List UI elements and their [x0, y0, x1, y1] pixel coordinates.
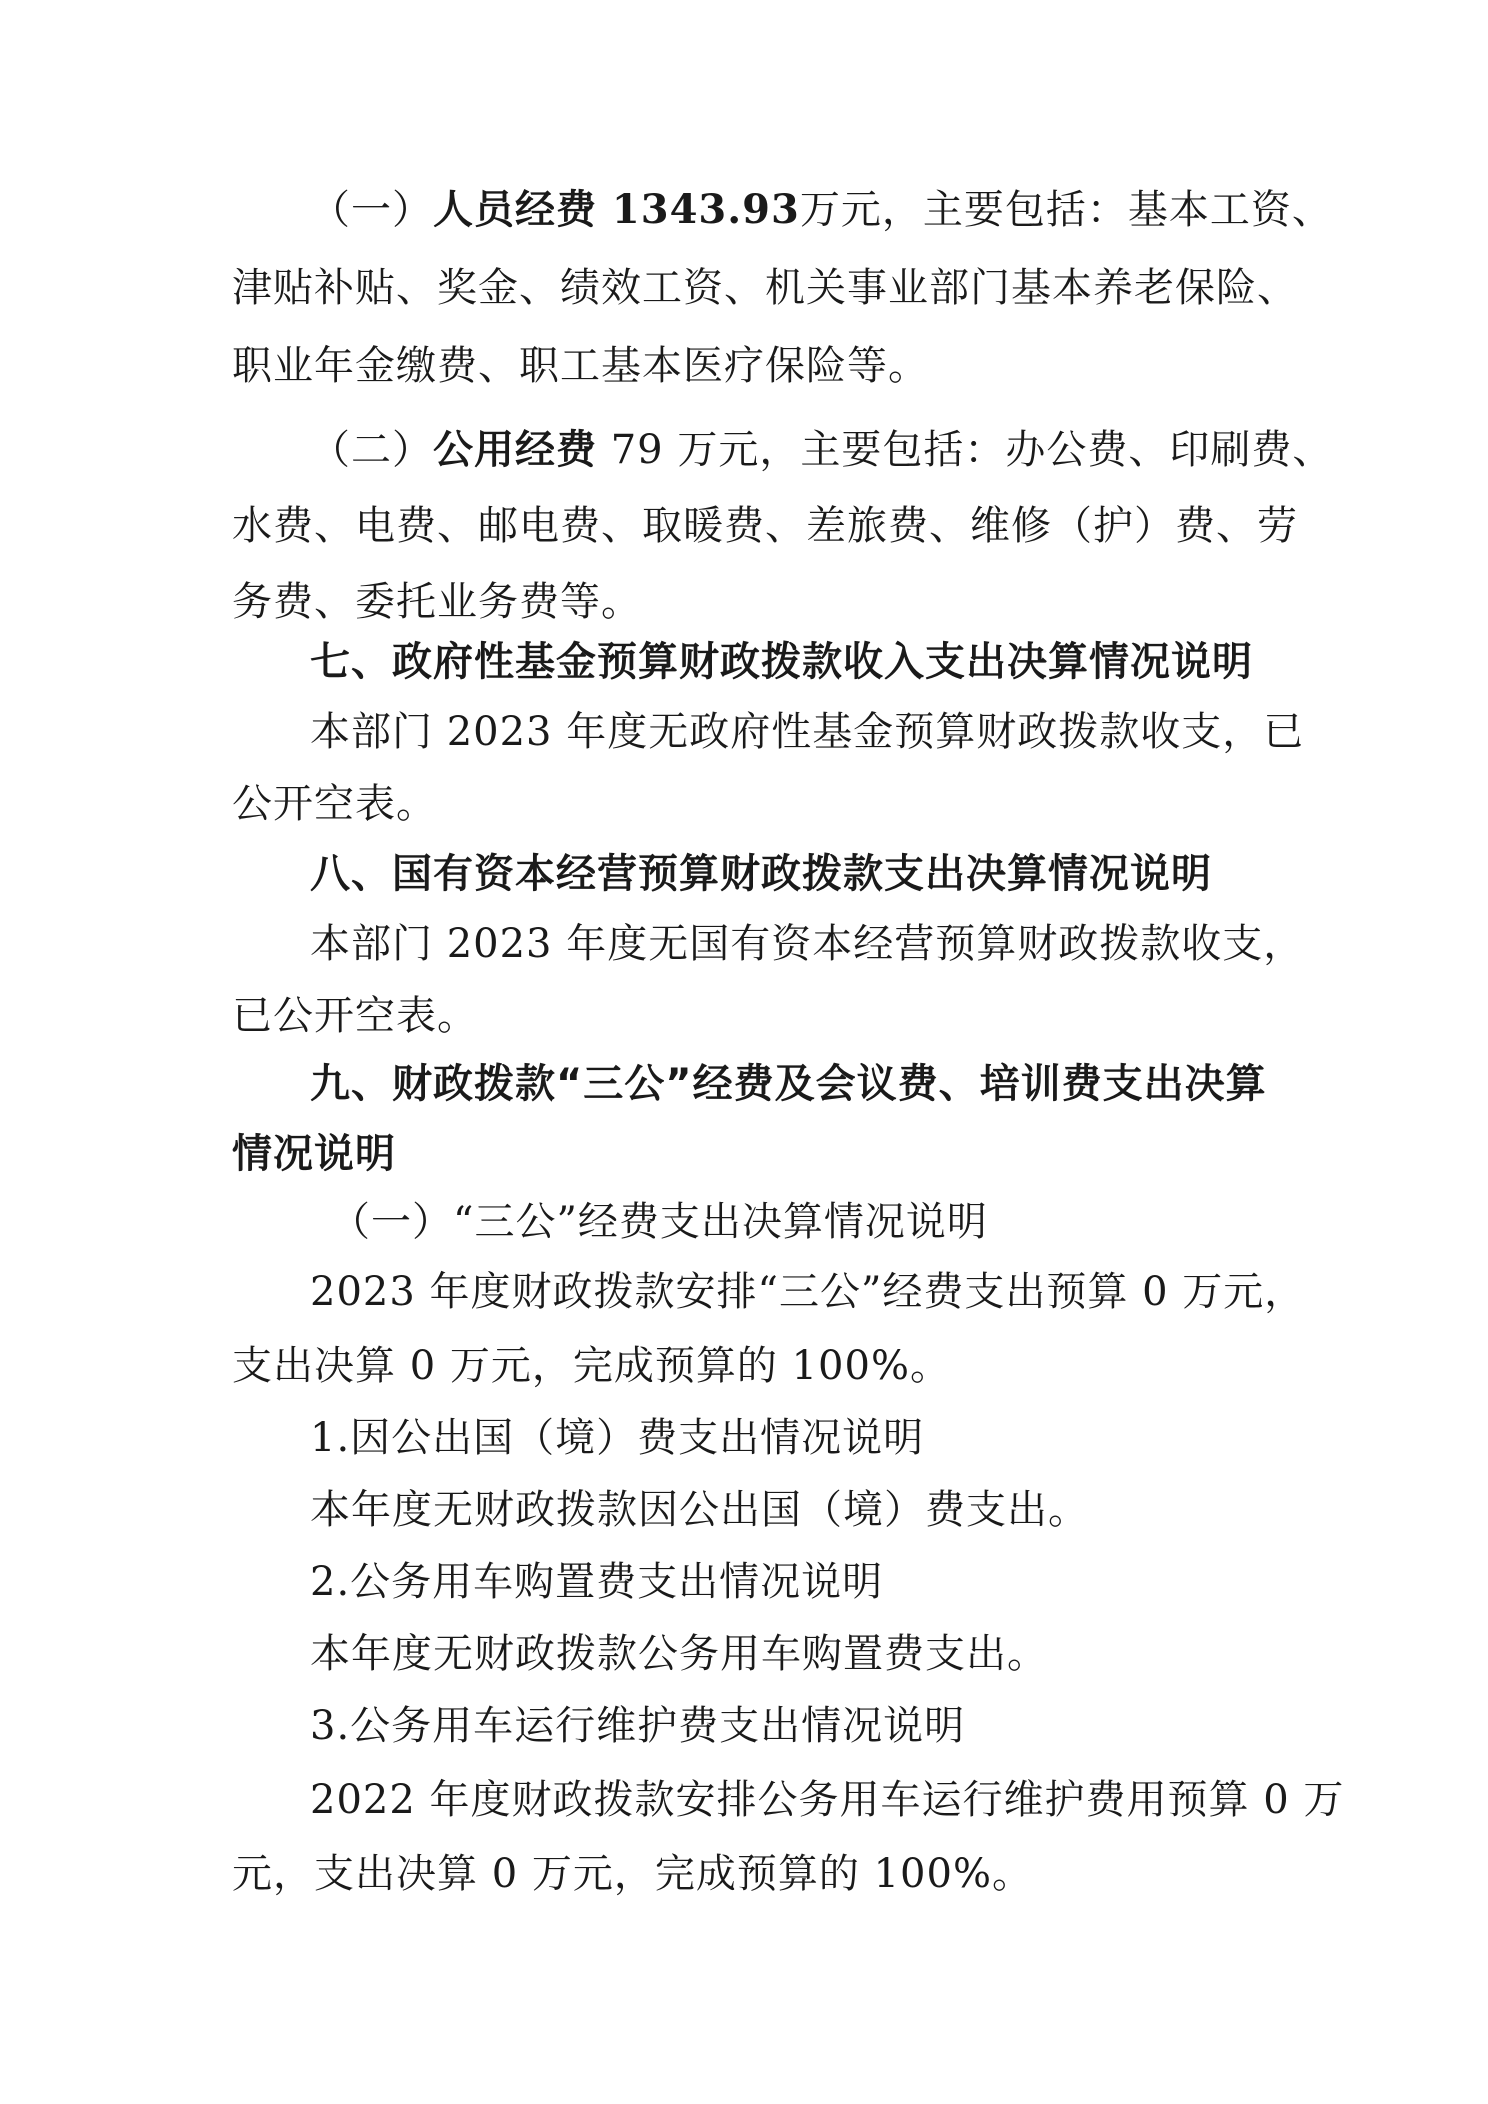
item-2-body: 本年度无财政拨款公务用车购置费支出。 [310, 1631, 1048, 1677]
section-8-heading: 八、国有资本经营预算财政拨款支出决算情况说明 [310, 851, 1212, 897]
section-9-heading-line-2: 情况说明 [232, 1131, 396, 1177]
public-expense-line-3: 务费、委托业务费等。 [232, 579, 642, 625]
personnel-expense-line-2: 津贴补贴、奖金、绩效工资、机关事业部门基本养老保险、 [232, 265, 1298, 311]
public-expense-line-1 [310, 424, 1334, 476]
section-8-body-line-1: 本部门 2023 年度无国有资本经营预算财政拨款收支， [310, 921, 1305, 967]
section-7-body-line-1: 本部门 2023 年度无政府性基金预算财政拨款收支，已 [310, 709, 1305, 755]
three-public-subheading: （一）“三公”经费支出决算情况说明 [330, 1199, 988, 1245]
personnel-expense-rest: 万元，主要包括：基本工资、 [799, 187, 1333, 233]
section-8-body-line-2: 已公开空表。 [232, 993, 478, 1039]
item-1-body: 本年度无财政拨款因公出国（境）费支出。 [310, 1487, 1089, 1533]
item-1-title: 1.因公出国（境）费支出情况说明 [310, 1415, 925, 1461]
personnel-expense-line-1 [310, 184, 1333, 236]
personnel-expense-prefix: （一） [310, 187, 433, 233]
public-expense-line-2: 水费、电费、邮电费、取暖费、差旅费、维修（护）费、劳 [232, 503, 1298, 549]
item-3-body-line-1: 2022 年度财政拨款安排公务用车运行维护费用预算 0 万 [310, 1777, 1345, 1823]
public-expense-prefix: （二） [310, 427, 433, 473]
section-9-heading-line-1: 九、财政拨款“三公”经费及会议费、培训费支出决算 [310, 1061, 1267, 1107]
personnel-expense-line-3: 职业年金缴费、职工基本医疗保险等。 [232, 343, 929, 389]
three-public-body-line-1: 2023 年度财政拨款安排“三公”经费支出预算 0 万元， [310, 1269, 1306, 1315]
item-2-title: 2.公务用车购置费支出情况说明 [310, 1559, 884, 1605]
section-7-heading: 七、政府性基金预算财政拨款收入支出决算情况说明 [310, 639, 1253, 685]
public-expense-label: 公用经费 [433, 426, 597, 473]
public-expense-rest: 79 万元，主要包括：办公费、印刷费、 [597, 427, 1334, 473]
item-3-title: 3.公务用车运行维护费支出情况说明 [310, 1703, 966, 1749]
section-7-body-line-2: 公开空表。 [232, 781, 437, 827]
personnel-expense-amount: 人员经费 1343.93 [433, 186, 800, 233]
three-public-body-line-2: 支出决算 0 万元，完成预算的 100%。 [232, 1343, 951, 1389]
item-3-body-line-2: 元，支出决算 0 万元，完成预算的 100%。 [232, 1851, 1033, 1897]
